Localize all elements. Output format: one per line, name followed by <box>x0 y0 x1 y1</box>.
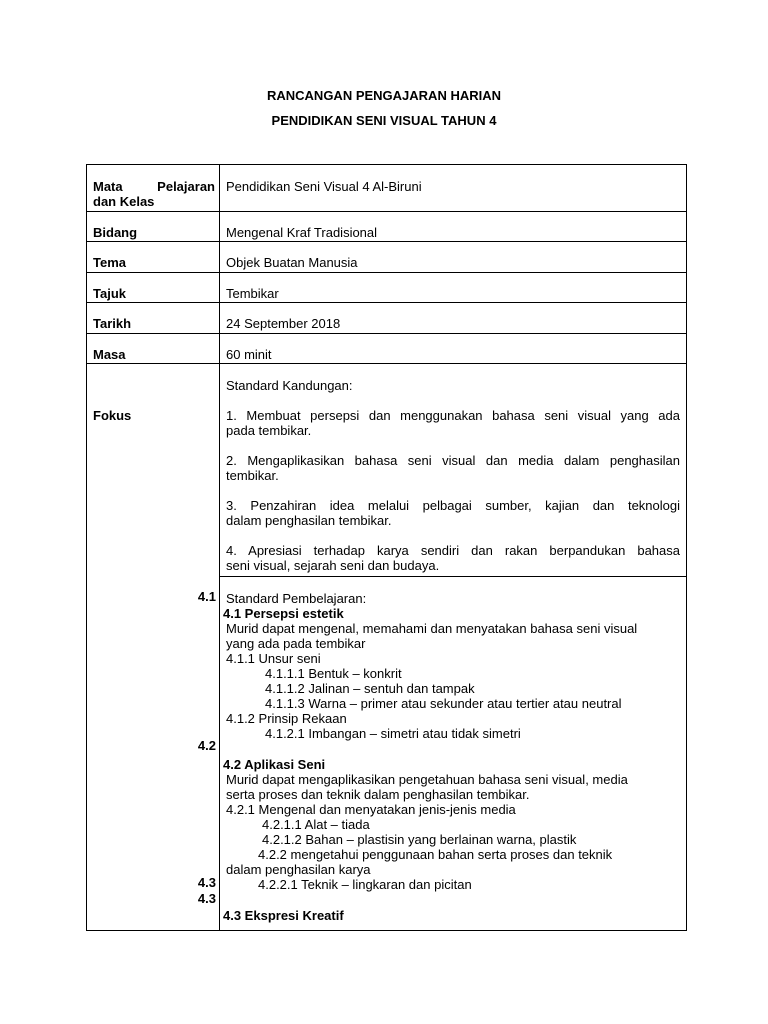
fokus-text: Fokus <box>93 408 132 423</box>
section-number-4-3: 4.3 <box>197 875 216 890</box>
sp-line: 4.1.1.2 Jalinan – sentuh dan tampak <box>265 681 475 696</box>
sk-item <box>226 408 680 438</box>
sp-line: Murid dapat mengaplikasikan pengetahuan bahasa seni visual, media <box>226 772 628 787</box>
sp-line: 4.2.2 mengetahui penggunaan bahan serta proses dan teknik <box>258 847 613 862</box>
label-word: dan Kelas <box>93 194 155 209</box>
sp-line: 4.2.1.2 Bahan – plastisin yang berlainan warna, plastik <box>262 832 577 847</box>
sp-section-heading: 4.2 Aplikasi Seni <box>223 757 326 772</box>
sp-line: 4.2.1.1 Alat – tiada <box>262 817 370 832</box>
masa-value: 60 minit <box>220 334 687 364</box>
table-row <box>87 212 687 242</box>
standard-pembelajaran-cell <box>220 577 687 931</box>
sp-line: 4.1.1.3 Warna – primer atau sekunder atau tertier atau neutral <box>265 696 622 711</box>
sk-item-line: tembikar. <box>226 468 279 483</box>
table-row <box>87 165 687 212</box>
label-word: Pelajaran <box>157 179 215 194</box>
sp-line: 4.2.1 Mengenal dan menyatakan jenis-jenis media <box>226 802 516 817</box>
label-word: Mata <box>93 179 123 194</box>
sp-heading: Standard Pembelajaran: <box>226 591 367 606</box>
sk-item <box>226 453 680 483</box>
sk-item-line: 3. Penzahiran idea melalui pelbagai sumber, kajian dan teknologi <box>226 498 680 513</box>
sp-line: Murid dapat mengenal, memahami dan menyatakan bahasa seni visual <box>226 621 638 636</box>
sp-line: 4.1.2 Prinsip Rekaan <box>226 711 347 726</box>
sk-item-line: 1. Membuat persepsi dan menggunakan bahasa seni visual yang ada <box>226 408 680 423</box>
sp-line: 4.1.2.1 Imbangan – simetri atau tidak simetri <box>265 726 521 741</box>
sp-line: serta proses dan teknik dalam penghasilan tembikar. <box>226 787 530 802</box>
document-title: RANCANGAN PENGAJARAN HARIAN <box>266 88 501 103</box>
sk-item <box>226 498 680 528</box>
standard-kandungan-cell <box>220 364 687 577</box>
sk-item <box>226 543 680 573</box>
table-row <box>87 334 687 364</box>
document-subtitle: PENDIDIKAN SENI VISUAL TAHUN 4 <box>271 113 497 128</box>
sp-line: 4.1.1 Unsur seni <box>226 651 321 666</box>
tema-label: Tema <box>87 242 220 273</box>
subject-class-value: Pendidikan Seni Visual 4 Al-Biruni <box>220 165 687 212</box>
sk-item-line: dalam penghasilan tembikar. <box>226 513 392 528</box>
tajuk-label: Tajuk <box>87 273 220 303</box>
table-row <box>87 364 687 577</box>
table-row <box>87 242 687 273</box>
tarikh-label: Tarikh <box>87 303 220 334</box>
sk-item-line: 4. Apresiasi terhadap karya sendiri dan rakan berpandukan bahasa <box>226 543 680 558</box>
sk-heading: Standard Kandungan: <box>226 378 353 393</box>
subject-class-label <box>87 165 220 212</box>
bidang-value: Mengenal Kraf Tradisional <box>220 212 687 242</box>
masa-label: Masa <box>87 334 220 364</box>
table-row <box>87 303 687 334</box>
section-number-4-3: 4.3 <box>197 891 216 906</box>
sk-item-line: 2. Mengaplikasikan bahasa seni visual dan media dalam penghasilan <box>226 453 680 468</box>
bidang-label: Bidang <box>87 212 220 242</box>
sp-section-heading: 4.3 Ekspresi Kreatif <box>223 908 344 923</box>
sp-line: 4.2.2.1 Teknik – lingkaran dan picitan <box>258 877 472 892</box>
sp-line: 4.1.1.1 Bentuk – konkrit <box>265 666 402 681</box>
tajuk-value: Tembikar <box>220 273 687 303</box>
section-number-4-2: 4.2 <box>197 738 216 753</box>
sk-item-line: pada tembikar. <box>226 423 312 438</box>
table-row <box>87 273 687 303</box>
lesson-plan-table <box>86 164 687 931</box>
tema-value: Objek Buatan Manusia <box>220 242 687 273</box>
sk-item-line: seni visual, sejarah seni dan budaya. <box>226 558 440 573</box>
sp-line: dalam penghasilan karya <box>226 862 371 877</box>
sp-line: yang ada pada tembikar <box>226 636 366 651</box>
tarikh-value: 24 September 2018 <box>220 303 687 334</box>
sp-section-heading: 4.1 Persepsi estetik <box>223 606 344 621</box>
section-number-4-1: 4.1 <box>197 589 216 604</box>
fokus-label <box>87 364 220 931</box>
